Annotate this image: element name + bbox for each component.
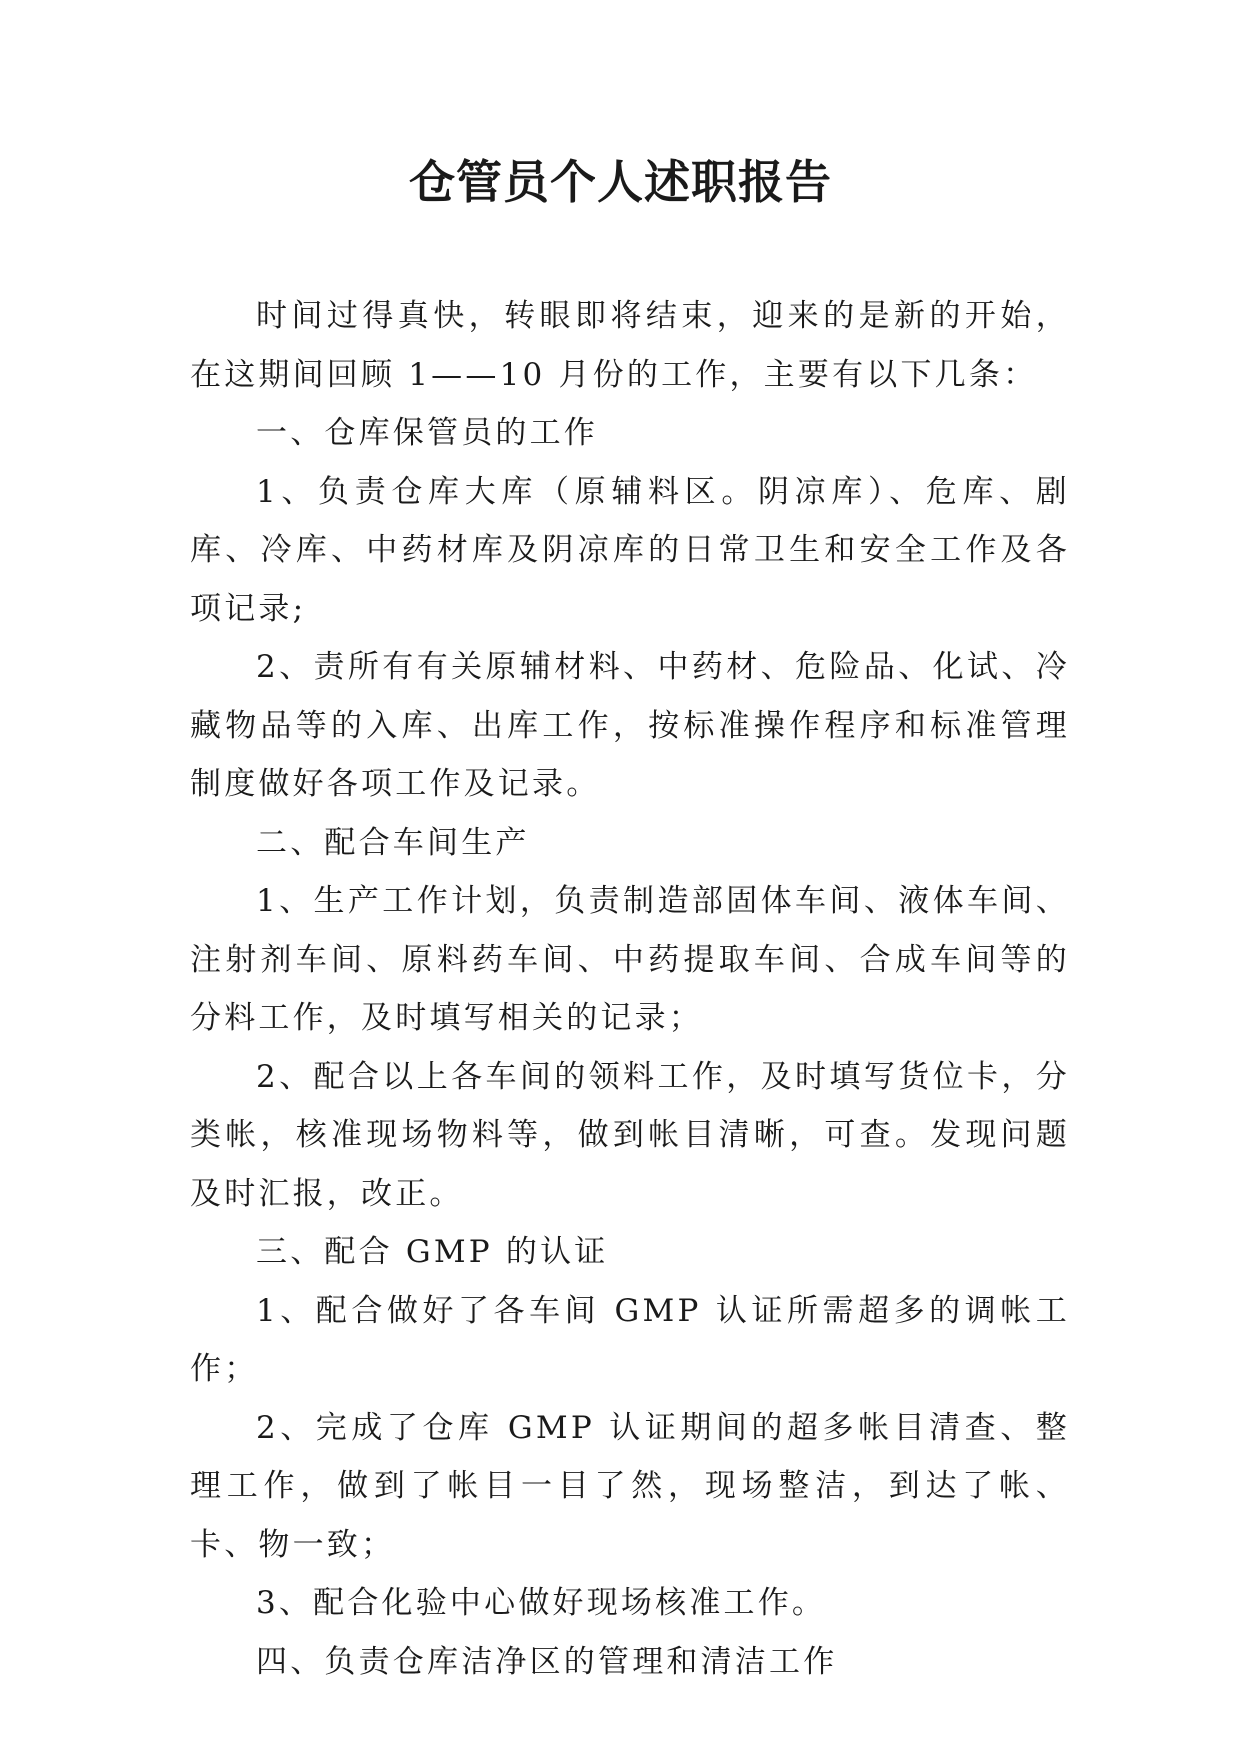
paragraph: 3、配合化验中心做好现场核准工作。 [256, 1585, 827, 1621]
section-heading-workshop-production: 二、配合车间生产 [256, 824, 530, 861]
document-body [190, 287, 1070, 1691]
paragraph: 2、责所有有关原辅材料、中药材、危险品、化试、冷藏物品等的入库、出库工作，按标准操作程序和标准管理制度做好各项工作及记录。 [190, 649, 1070, 802]
section-heading-gmp-certification: 三、配合 GMP 的认证 [256, 1234, 609, 1270]
paragraph: 2、配合以上各车间的领料工作，及时填写货位卡，分类帐，核准现场物料等，做到帐目清晰，可查。发现问题及时汇报，改正。 [190, 1058, 1070, 1212]
paragraph: 1、负责仓库大库（原辅料区。阴凉库）、危库、剧库、冷库、中药材库及阴凉库的日常卫生和安全工作及各项记录; [190, 473, 1070, 627]
section-heading-warehouse-keeper: 一、仓库保管员的工作 [256, 415, 598, 451]
document-title: 仓管员个人述职报告 [409, 155, 832, 209]
paragraph: 1、生产工作计划，负责制造部固体车间、液体车间、注射剂车间、原料药车间、中药提取车间、合成车间等的分料工作，及时填写相关的记录； [190, 883, 1070, 1036]
paragraph: 1、配合做好了各车间 GMP 认证所需超多的调帐工作； [190, 1292, 1070, 1387]
section-heading-clean-area: 四、负责仓库洁净区的管理和清洁工作 [256, 1643, 838, 1680]
paragraph: 2、完成了仓库 GMP 认证期间的超多帐目清查、整理工作，做到了帐目一目了然，现场整洁，到达了帐、卡、物一致； [190, 1409, 1070, 1563]
intro-paragraph: 时间过得真快，转眼即将结束，迎来的是新的开始，在这期间回顾 1——10 月份的工作，主要有以下几条： [190, 298, 1070, 393]
